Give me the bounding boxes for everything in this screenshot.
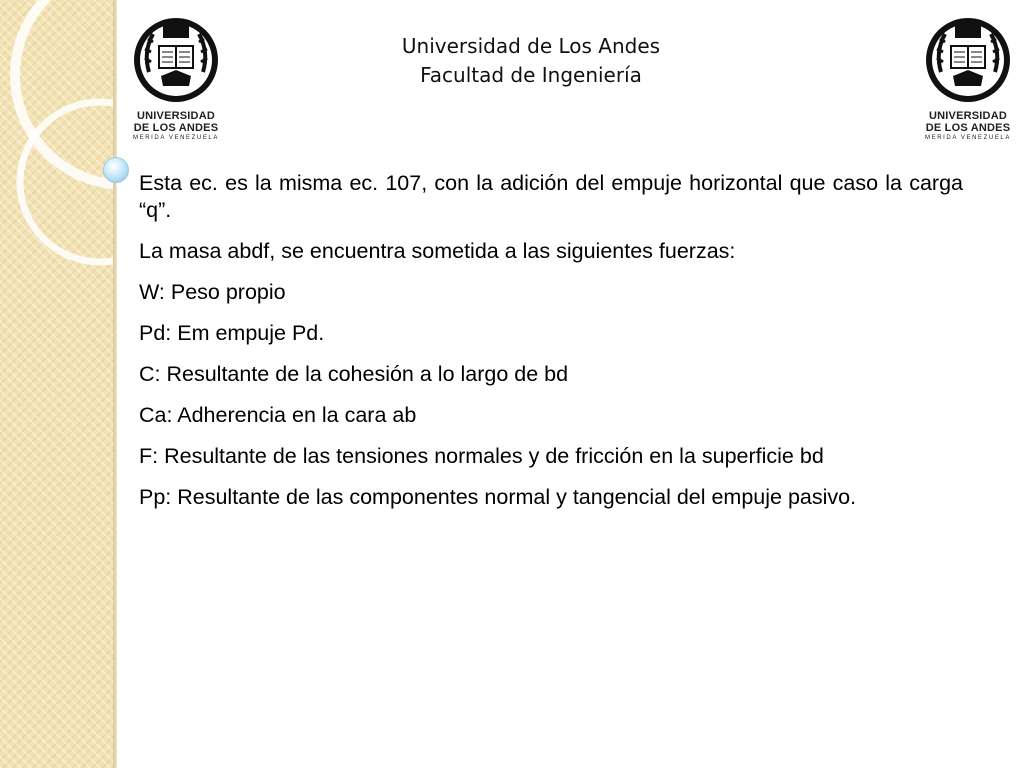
university-seal-icon (923, 12, 1013, 108)
logo-name-line2: DE LOS ANDES (133, 122, 219, 134)
decorative-sidebar (0, 0, 113, 768)
university-logo-right (922, 12, 1014, 143)
body-paragraph: Pd: Em empuje Pd. (139, 321, 325, 345)
body-paragraph: Ca: Adherencia en la cara ab (139, 403, 417, 427)
slide-body (139, 170, 963, 525)
logo-name-line2: DE LOS ANDES (925, 122, 1011, 134)
header-university: Universidad de Los Andes (401, 34, 661, 58)
body-paragraph: Esta ec. es la misma ec. 107, con la adición del empuje horizontal que caso la carga “q”. (139, 171, 963, 222)
logo-name-line1: UNIVERSIDAD (929, 110, 1007, 122)
body-paragraph: F: Resultante de las tensiones normales y de fricción en la superficie bd (139, 444, 824, 468)
sidebar-edge (113, 0, 117, 768)
logo-name-line1: UNIVERSIDAD (137, 110, 215, 122)
body-paragraph: C: Resultante de la cohesión a lo largo de bd (139, 362, 569, 386)
body-paragraph: W: Peso propio (139, 280, 286, 304)
university-seal-icon (131, 12, 221, 108)
logo-location: MERIDA VENEZUELA (133, 135, 219, 141)
header-faculty: Facultad de Ingeniería (420, 63, 642, 87)
slide-header (300, 32, 762, 90)
university-logo-left (130, 12, 222, 143)
bullet-dot-icon (103, 157, 129, 183)
body-paragraph: Pp: Resultante de las componentes normal y tangencial del empuje pasivo. (139, 485, 857, 509)
logo-location: MERIDA VENEZUELA (925, 135, 1011, 141)
decorative-rings (0, 0, 113, 768)
body-paragraph: La masa abdf, se encuentra sometida a las siguientes fuerzas: (139, 239, 736, 263)
